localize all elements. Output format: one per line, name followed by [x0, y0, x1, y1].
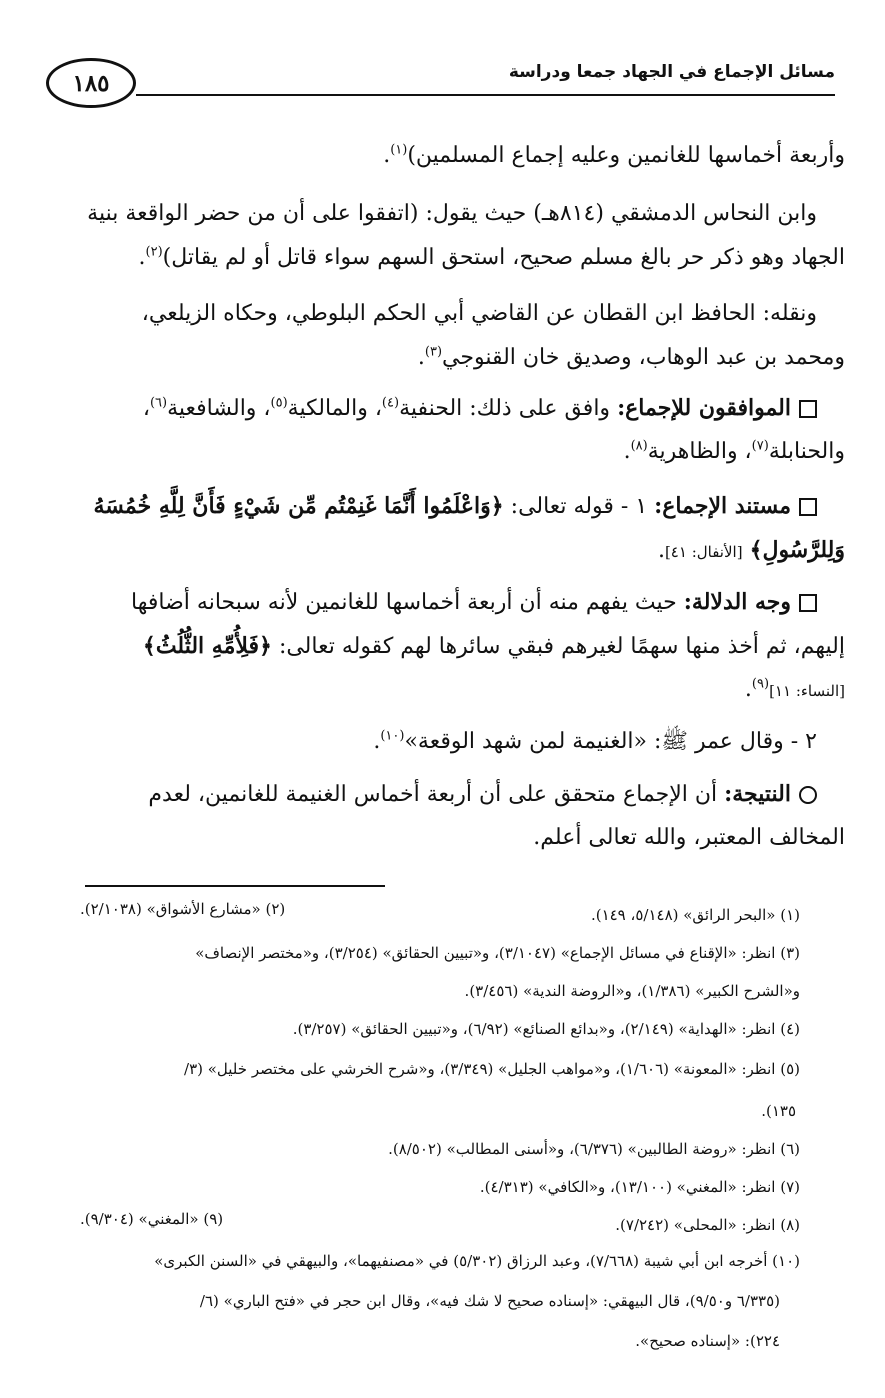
footnote: (٧) انظر: «المغني» (١٣/١٠٠)، و«الكافي» (٤/٣١٣).: [479, 1178, 800, 1196]
footnote: (١) «البحر الرائق» (٥/١٤٨، ١٤٩).: [590, 906, 800, 924]
text-line: وأربعة أخماسها للغانمين وعليه إجماع المسلمين)$^{(١)}$.: [383, 142, 845, 168]
footnote-ref: (٢): [145, 244, 163, 260]
header-rule: [136, 94, 835, 96]
header-title: مسائل الإجماع في الجهاد جمعا ودراسة: [508, 62, 835, 82]
footnote: (٨) انظر: «المحلى» (٧/٢٤٢).: [615, 1216, 800, 1234]
footnote: و«الشرح الكبير» (١/٣٨٦)، و«الروضة الندية» (٣/٤٥٦).: [464, 982, 800, 1000]
quran-verse: ﴿وَاعْلَمُوا أَنَّمَا غَنِمْتُم مِّن شَيْءٍ فَأَنَّ لِلَّهِ خُمُسَهُ: [93, 493, 504, 519]
square-bullet-icon: [799, 400, 817, 418]
footnote-ref: (٣): [424, 344, 443, 360]
quran-verse: وَلِلرَّسُولِ﴾: [749, 537, 845, 563]
text-line: الجهاد وهو ذكر حر بالغ مسلم صحيح، استحق السهم سواء قاتل أو لم يقاتل)$^{(٢)}$.: [138, 244, 845, 270]
indication-section: وجه الدلالة: حيث يفهم منه أن أربعة أخماسها للغانمين لأنه سبحانه أضافها: [131, 591, 817, 614]
text-line: [النساء: ١١]$^{(٩)}$.: [744, 676, 845, 702]
circle-bullet-icon: [799, 786, 817, 804]
section-label: الموافقون للإجماع:: [617, 395, 791, 421]
text-line: ٢ - وقال عمر ﷺ: «الغنيمة لمن شهد الوقعة»$^{(١٠)}$.: [373, 728, 817, 754]
text-line: وابن النحاس الدمشقي (٨١٤هـ) حيث يقول: (اتفقوا على أن من حضر الواقعة بنية: [87, 201, 817, 226]
page-number: ١٨٥: [46, 58, 136, 108]
square-bullet-icon: [799, 594, 817, 612]
section-label: مستند الإجماع:: [654, 493, 791, 519]
section-label: وجه الدلالة:: [683, 589, 791, 615]
result-section: النتيجة: أن الإجماع متحقق على أن أربعة أخماس الغنيمة للغانمين، لعدم: [148, 783, 817, 806]
footnote: (٢) «مشارع الأشواق» (٢/١٠٣٨).: [80, 900, 286, 918]
square-bullet-icon: [799, 498, 817, 516]
text-line: والحنابلة$^{(٧)}$، والظاهرية$^{(٨)}$.: [623, 438, 845, 464]
text-line: المخالف المعتبر، والله تعالى أعلم.: [533, 825, 845, 850]
text-line: ومحمد بن عبد الوهاب، وصديق خان القنوجي$^{(٣)}$.: [417, 344, 845, 370]
text-line: إليهم، ثم أخذ منها سهمًا لغيرهم فبقي سائرها لهم كقوله تعالى: ﴿فَلِأُمِّهِ الثُّلُثُ﴾: [142, 633, 845, 659]
verse-reference: [النساء: ١١]: [769, 682, 845, 700]
text-line: وَلِلرَّسُولِ﴾ [الأنفال: ٤١].: [657, 537, 845, 563]
footnote-ref: (١): [390, 142, 408, 158]
footnote: (٦) انظر: «روضة الطالبين» (٦/٣٧٦)، و«أسنى المطالب» (٨/٥٠٢).: [388, 1140, 800, 1158]
footnote: (٣) انظر: «الإقناع في مسائل الإجماع» (٣/١٠٤٧)، و«تبيين الحقائق» (٣/٢٥٤)، و«مختصر الإنصاف»: [195, 944, 800, 962]
verse-reference: [الأنفال: ٤١]: [664, 543, 743, 561]
footnote: (٤) انظر: «الهداية» (٢/١٤٩)، و«بدائع الصنائع» (٦/٩٢)، و«تبيين الحقائق» (٣/٢٥٧).: [292, 1020, 800, 1038]
footnote: (٩) «المغني» (٩/٣٠٤).: [80, 1210, 224, 1228]
footnote: ٢٢٤): «إسناده صحيح».: [635, 1332, 780, 1350]
section-label: النتيجة:: [724, 781, 791, 807]
footnote: (٦/٣٣٥ و٩/٥٠)، قال البيهقي: «إسناده صحيح لا شك فيه»، وقال ابن حجر في «فتح الباري» (٦/: [199, 1292, 780, 1310]
agreement-section: الموافقون للإجماع: وافق على ذلك: الحنفية$^{(٤)}$، والمالكية$^{(٥)}$، والشافعية$^{(٦)}$،: [143, 397, 817, 420]
footnote: (١٠) أخرجه ابن أبي شيبة (٧/٦٦٨)، وعبد الرزاق (٥/٣٠٢) في «مصنفيهما»، والبيهقي في «السنن الكبرى»: [154, 1252, 800, 1270]
running-header: [40, 52, 835, 112]
text-line: ونقله: الحافظ ابن القطان عن القاضي أبي الحكم البلوطي، وحكاه الزيلعي،: [141, 301, 817, 326]
quran-verse: ﴿فَلِأُمِّهِ الثُّلُثُ﴾: [142, 633, 272, 659]
footnote: ١٣٥).: [761, 1102, 796, 1120]
basis-section: مستند الإجماع: ١ - قوله تعالى: ﴿وَاعْلَمُوا أَنَّمَا غَنِمْتُم مِّن شَيْءٍ فَأَنَّ لِلَّهِ خُمُسَهُ: [93, 495, 817, 518]
footnote: (٥) انظر: «المعونة» (١/٦٠٦)، و«مواهب الجليل» (٣/٣٤٩)، و«شرح الخرشي على مختصر خليل» (٣/: [184, 1060, 800, 1078]
footnote-ref: (١٠): [380, 728, 405, 744]
footnote-separator: [85, 885, 385, 887]
